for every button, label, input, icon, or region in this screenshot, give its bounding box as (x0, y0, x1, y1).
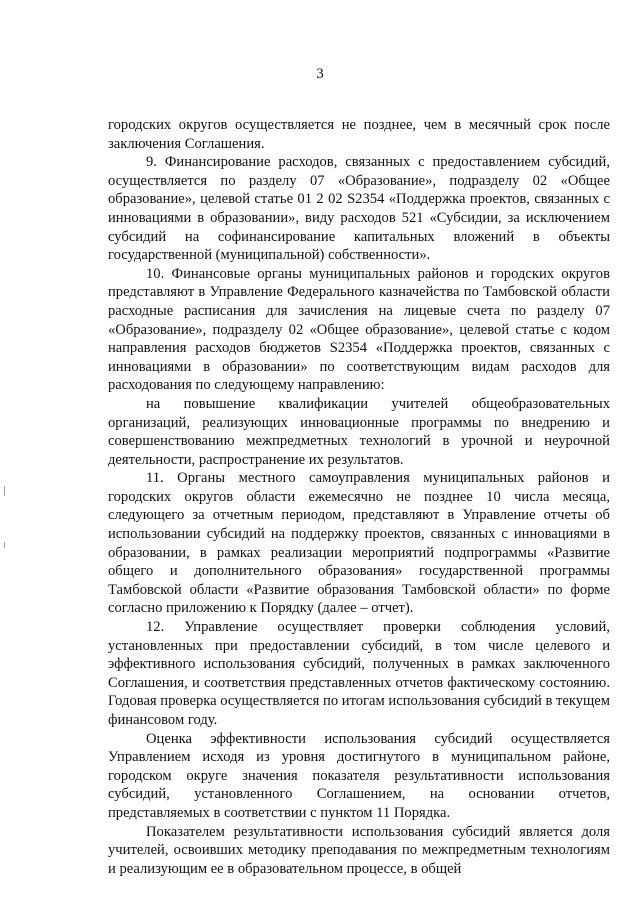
paragraph: городских округов осуществляется не позднее, чем в месячный срок после заключения Соглашения. (108, 117, 610, 152)
paragraph: на повышение квалификации учителей общеобразовательных организаций, реализующих инновационные программы по внедрению и совершенствованию межпредметных технологий в урочной и неурочной деятельности, распространение их результатов. (108, 395, 610, 468)
scan-edge-mark (4, 486, 5, 496)
scan-edge-mark (4, 542, 5, 548)
paragraph: 12. Управление осуществляет проверки соблюдения условий, установленных при предоставлении субсидий, в том числе целевого и эффективного использования субсидий, полученных в рамках заключенного Соглашения, и соответствия представленных отчетов фактическому состоянию. Годовая проверка осуществляется по итогам использования субсидий в текущем финансовом году. (108, 619, 610, 728)
paragraph: 10. Финансовые органы муниципальных районов и городских округов представляют в Управление Федерального казначейства по Тамбовской области расходные расписания для зачисления на лицевые счета по разделу 07 «Образование», подразделу 02 «Общее образование», целевой статье с кодом направления расходов бюджетов S2354 «Поддержка проектов, связанных с инновациями в образовании» по соответствующим видам расходов для расходования по следующему направлению: (108, 265, 610, 394)
paragraph: Оценка эффективности использования субсидий осуществляется Управлением исходя из уровня достигнутого в муниципальном районе, городском округе значения показателя результативности использования субсидий, установленного Соглашением, на основании отчетов, представляемых в соответствии с пунктом 11 Порядка. (108, 730, 610, 821)
paragraph: 9. Финансирование расходов, связанных с предоставлением субсидий, осуществляется по разделу 07 «Образование», подразделу 02 «Общее образование», целевой статье 01 2 02 S2354 «Поддержка проектов, связанных с инновациями в образовании», виду расходов 521 «Субсидии, за исключением субсидий на софинансирование капитальных вложений в объекты государственной (муниципальной) собственности». (108, 154, 610, 264)
paragraph: Показателем результативности использования субсидий является доля учителей, освоивших методику преподавания по межпредметным технологиям и реализующим ее в образовательном процессе, в общей (108, 823, 610, 877)
document-body (108, 116, 610, 878)
paragraph: 11. Органы местного самоуправления муниципальных районов и городских округов области ежемесячно не позднее 10 числа месяца, следующего за отчетным периодом, представляют в Управление отчеты об использовании субсидий на поддержку проектов, связанных с инновациями в образовании, в рамках реализации мероприятий подпрограммы «Развитие общего и дополнительного образования» государственной программы Тамбовской области «Развитие образования Тамбовской области» по форме согласно приложению к Порядку (далее – отчет). (108, 470, 610, 617)
page-number: 3 (316, 66, 324, 82)
